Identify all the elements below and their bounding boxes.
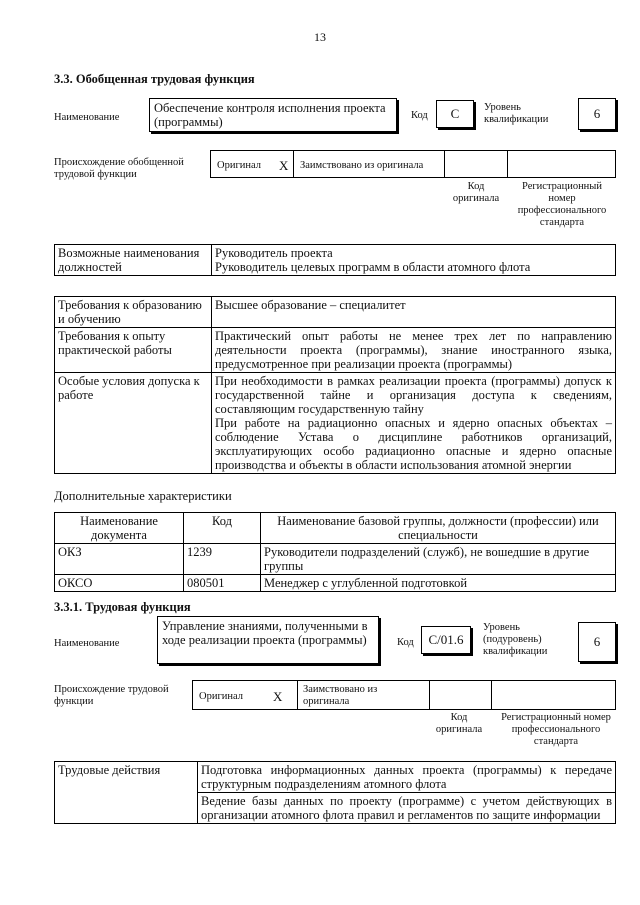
original-mark: X <box>273 689 283 704</box>
labor-action-item: Подготовка информационных данных проекта (программы) к передаче структурным подразделениям атомного флота <box>198 762 616 793</box>
req-label-special: Особые условия допуска к работе <box>55 373 212 474</box>
level-label: Уровень квалификации <box>484 102 549 125</box>
code-label: Код <box>397 637 414 648</box>
divider <box>444 151 445 177</box>
origin-code-caption: Код оригинала <box>435 712 483 735</box>
special-condition-1: При необходимости в рамках реализации проекта (программы) допуск к государственной тайне и организация доступа к сведениям, составляющим государственную тайну <box>215 374 612 416</box>
table-row <box>55 575 616 592</box>
reg-number-caption: Регистрационный номер профессионального стандарта <box>517 181 607 228</box>
cell-code: 1239 <box>184 544 261 575</box>
code-box <box>421 626 471 654</box>
level-value: 6 <box>593 634 601 649</box>
function-name-value: Обеспечение контроля исполнения проекта (программы) <box>154 101 386 129</box>
level-box <box>578 622 616 662</box>
req-value-experience: Практический опыт работы не менее трех лет по направлению деятельности проекта (программы), знание иностранного языка, предусмотренное при реализации проекта (программы) <box>212 328 616 373</box>
code-value: C/01.6 <box>428 632 464 647</box>
labor-actions-label: Трудовые действия <box>55 762 198 824</box>
origin-row <box>192 680 616 710</box>
origin-code-caption: Код оригинала <box>452 181 500 204</box>
original-label: Оригинал <box>217 160 261 171</box>
labor-action-item: Ведение базы данных по проекту (программе) с учетом действующих в организации атомного флота правил и регламентов по защите информации <box>198 793 616 824</box>
code-box <box>436 100 474 128</box>
origin-label: Происхождение обобщенной трудовой функции <box>54 157 184 180</box>
page-number: 13 <box>314 30 326 44</box>
req-value-special <box>212 373 616 474</box>
req-value-education: Высшее образование – специалитет <box>212 297 616 328</box>
origin-label: Происхождение трудовой функции <box>54 684 169 707</box>
additional-title: Дополнительные характеристики <box>54 489 232 503</box>
divider <box>429 681 430 709</box>
borrowed-label: Заимствовано из оригинала <box>300 160 424 171</box>
positions-label: Возможные наименования должностей <box>55 245 212 276</box>
header-document: Наименование документа <box>55 513 184 544</box>
divider <box>507 151 508 177</box>
cell-document: ОКЗ <box>55 544 184 575</box>
function-name-value: Управление знаниями, полученными в ходе реализации проекта (программы) <box>162 619 368 647</box>
header-group: Наименование базовой группы, должности (профессии) или специальности <box>261 513 616 544</box>
positions-values <box>212 245 616 276</box>
origin-row <box>210 150 616 178</box>
level-label: Уровень (подуровень) квалификации <box>483 622 548 657</box>
position-item: Руководитель проекта <box>215 246 333 260</box>
req-label-education: Требования к образованию и обучению <box>55 297 212 328</box>
divider <box>297 681 298 709</box>
labor-actions-table <box>54 761 616 824</box>
level-value: 6 <box>593 106 601 121</box>
section-heading: 3.3. Обобщенная трудовая функция <box>54 72 255 86</box>
cell-document: ОКСО <box>55 575 184 592</box>
subsection-heading: 3.3.1. Трудовая функция <box>54 600 191 614</box>
original-label: Оригинал <box>199 691 243 702</box>
reg-number-caption: Регистрационный номер профессионального стандарта <box>501 712 611 747</box>
cell-group: Менеджер с углубленной подготовкой <box>261 575 616 592</box>
original-mark: X <box>279 158 289 173</box>
header-code: Код <box>184 513 261 544</box>
req-label-experience: Требования к опыту практической работы <box>55 328 212 373</box>
borrowed-label: Заимствовано из оригинала <box>303 684 378 707</box>
code-label: Код <box>411 110 428 121</box>
name-label: Наименование <box>54 638 120 649</box>
name-label: Наименование <box>54 112 120 123</box>
positions-table <box>54 244 616 276</box>
divider <box>293 151 294 177</box>
position-item: Руководитель целевых программ в области атомного флота <box>215 260 531 274</box>
cell-group: Руководители подразделений (служб), не вошедшие в другие группы <box>261 544 616 575</box>
function-name-box <box>157 616 379 664</box>
additional-table <box>54 512 616 592</box>
special-condition-2: При работе на радиационно опасных и ядерно опасных объектах – соблюдение Устава о дисциплине работников организаций, эксплуатирующих особо радиационно опасные и ядерно опасные производства и объекты в области использования атомной энергии <box>215 416 612 472</box>
code-value: C <box>450 106 460 121</box>
divider <box>491 681 492 709</box>
table-row <box>55 544 616 575</box>
function-name-box <box>149 98 397 132</box>
requirements-table <box>54 296 616 474</box>
cell-code: 080501 <box>184 575 261 592</box>
level-box <box>578 98 616 130</box>
